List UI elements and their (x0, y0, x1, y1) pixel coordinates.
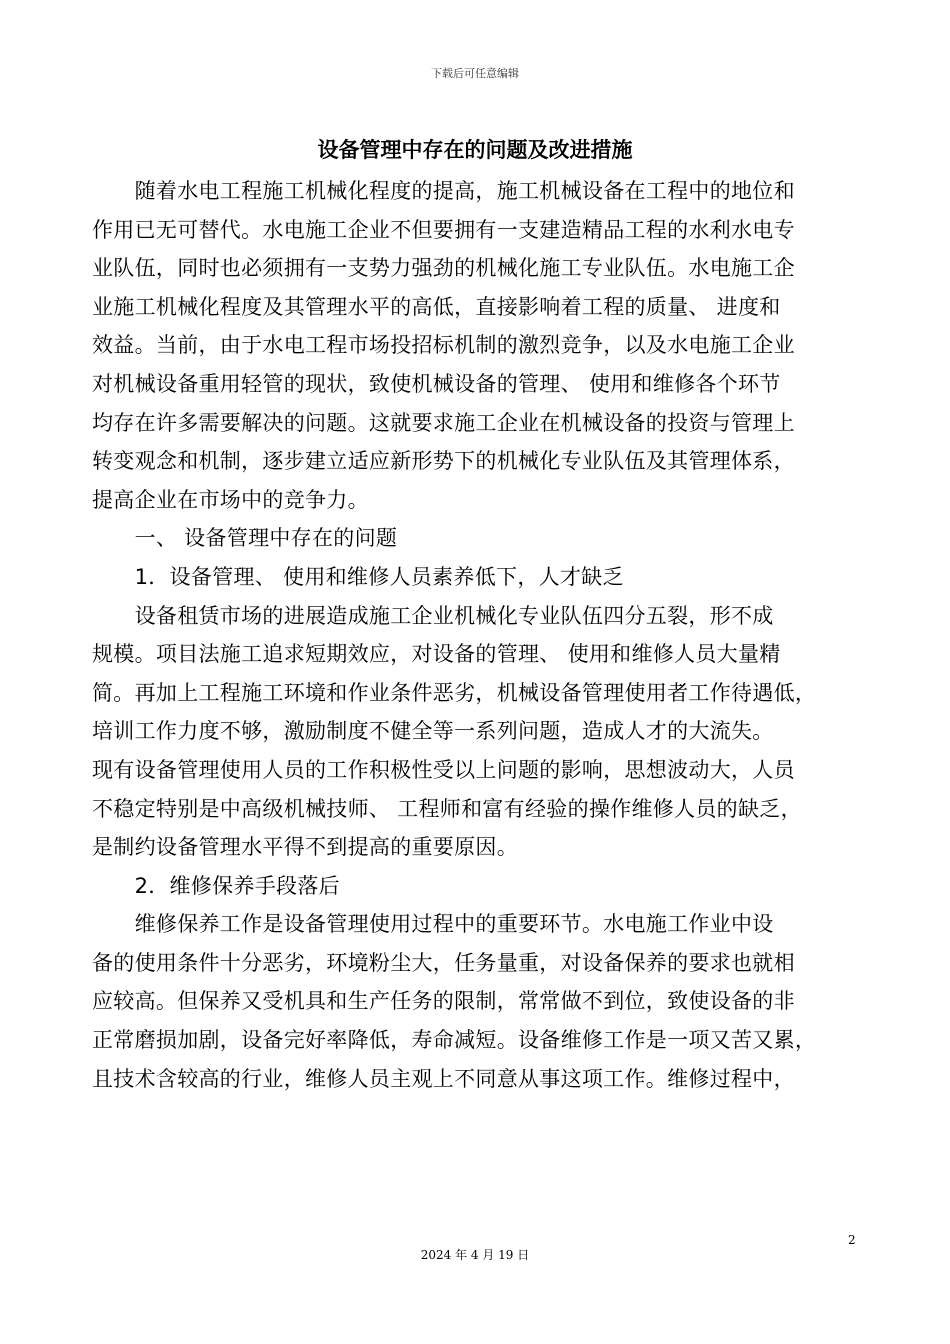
body-line: 培训工作力度不够，激励制度不健全等一系列问题，造成人才的大流失。 (92, 719, 774, 744)
body-line: 规模。项目法施工追求短期效应，对设备的管理、 使用和维修人员大量精 (92, 642, 781, 667)
page-header: 下载后可任意编辑 (431, 67, 519, 80)
body-line: 业施工机械化程度及其管理水平的高低，直接影响着工程的质量、 进度和 (92, 294, 781, 319)
body-line: 对机械设备重用轻管的现状，致使机械设备的管理、 使用和维修各个环节 (92, 371, 781, 396)
body-line: 提高企业在市场中的竞争力。 (92, 487, 369, 512)
body-line: 维修保养工作是设备管理使用过程中的重要环节。水电施工作业中设 (92, 912, 774, 937)
body-line: 正常磨损加剧，设备完好率降低，寿命减短。设备维修工作是一项又苦又累， (92, 1028, 817, 1053)
body-line: 设备租赁市场的进展造成施工企业机械化专业队伍四分五裂，形不成 (92, 603, 774, 628)
body-line: 不稳定特别是中高级机械技师、 工程师和富有经验的操作维修人员的缺乏， (92, 796, 802, 821)
body-line: 作用已无可替代。水电施工企业不但要拥有一支建造精品工程的水利水电专 (92, 217, 795, 242)
body-line: 效益。当前，由于水电工程市场投招标机制的激烈竞争，以及水电施工企业 (92, 333, 795, 358)
body-line: 现有设备管理使用人员的工作积极性受以上问题的影响，思想波动大，人员 (92, 757, 795, 782)
body-line: 业队伍，同时也必须拥有一支势力强劲的机械化施工专业队伍。水电施工企 (92, 256, 795, 281)
subsection-heading: 2．维修保养手段落后 (92, 873, 340, 898)
body-line: 备的使用条件十分恶劣，环境粉尘大，任务量重，对设备保养的要求也就相 (92, 950, 795, 975)
body-line: 是制约设备管理水平得不到提高的重要原因。 (92, 835, 518, 860)
body-line: 且技术含较高的行业，维修人员主观上不同意从事这项工作。维修过程中， (92, 1066, 795, 1091)
body-line: 简。再加上工程施工环境和作业条件恶劣，机械设备管理使用者工作待遇低， (92, 680, 817, 705)
body-line: 均存在许多需要解决的问题。这就要求施工企业在机械设备的投资与管理上 (92, 410, 795, 435)
page-number: 2 (848, 1233, 856, 1247)
section-heading: 一、 设备管理中存在的问题 (92, 526, 398, 551)
body-line: 应较高。但保养又受机具和生产任务的限制，常常做不到位，致使设备的非 (92, 989, 795, 1014)
body-line: 随着水电工程施工机械化程度的提高，施工机械设备在工程中的地位和 (92, 179, 795, 203)
document-body (92, 172, 862, 1098)
page-footer-date: 2024 年 4 月 19 日 (420, 1248, 530, 1262)
document-title: 设备管理中存在的问题及改进措施 (317, 138, 633, 162)
body-line: 转变观念和机制，逐步建立适应新形势下的机械化专业队伍及其管理体系， (92, 449, 795, 474)
subsection-heading: 1．设备管理、 使用和维修人员素养低下，人才缺乏 (92, 564, 624, 589)
